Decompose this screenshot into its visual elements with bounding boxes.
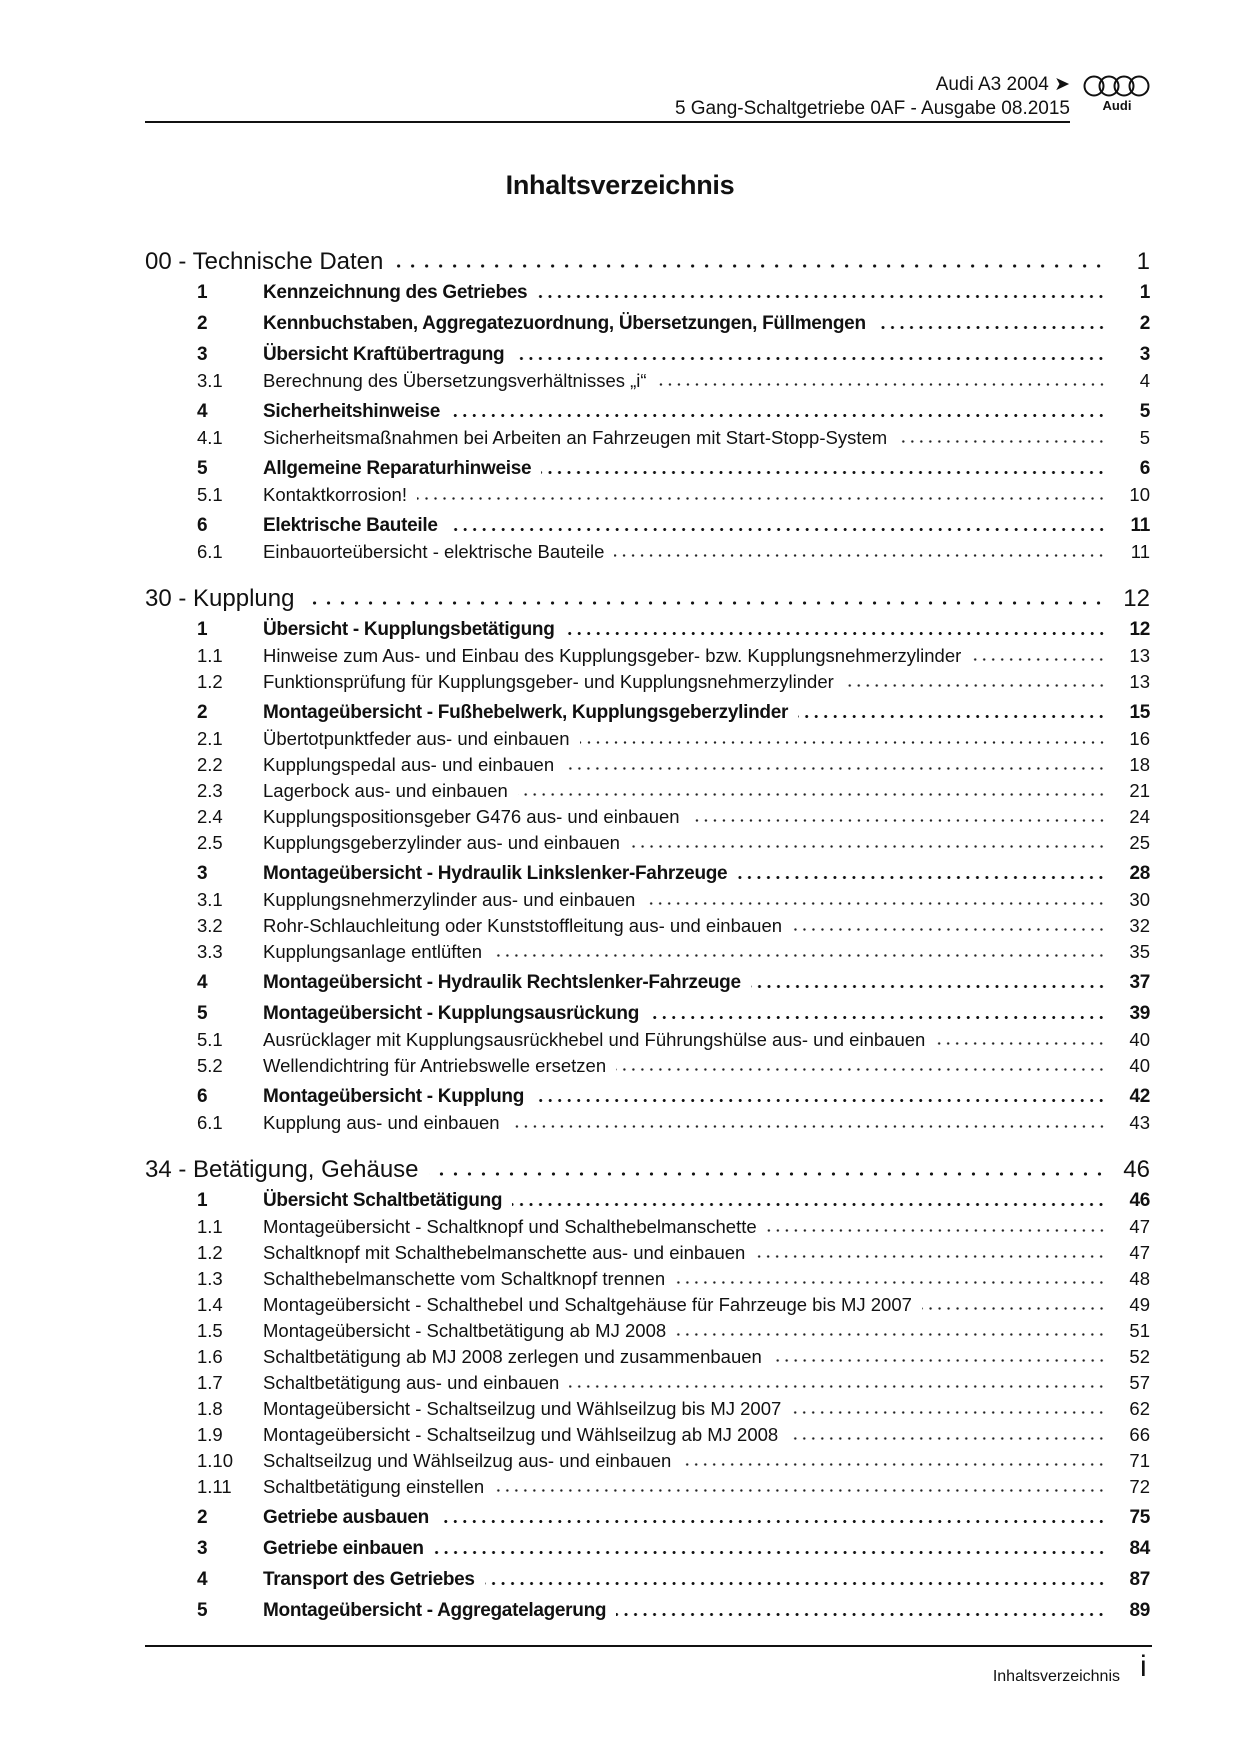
toc-entry-page: 46: [1129, 1190, 1150, 1211]
toc-entry-page: 71: [1129, 1450, 1150, 1471]
toc-entry[interactable]: [145, 802, 1150, 828]
leader-dots: [751, 983, 1106, 989]
toc-entry[interactable]: [145, 859, 1150, 885]
toc-entry-title: Montageübersicht - Schaltbetätigung ab MJ 2008: [263, 1320, 667, 1341]
toc-entry-page: 30: [1129, 889, 1150, 910]
toc-entry-title: Lagerbock aus- und einbauen: [263, 780, 508, 801]
toc-entry-page: 13: [1129, 645, 1150, 666]
toc-entry-page: 66: [1129, 1424, 1150, 1445]
leader-dots: [439, 1518, 1106, 1524]
toc-entry-page: 40: [1129, 1055, 1150, 1076]
toc-entry-page: 51: [1129, 1320, 1150, 1341]
toc-entry[interactable]: [145, 1290, 1150, 1316]
leader-dots: [792, 926, 1106, 932]
toc-entry[interactable]: [145, 1565, 1150, 1591]
toc-entry-title: Sicherheitsmaßnahmen bei Arbeiten an Fahrzeugen mit Start-Stopp-System: [263, 427, 888, 448]
toc-entry[interactable]: [145, 968, 1150, 994]
toc-entry-title: Rohr-Schlauchleitung oder Kunststoffleitung aus- und einbauen: [263, 915, 783, 936]
toc-entry-title: Montageübersicht - Aggregatelagerung: [263, 1600, 607, 1621]
leader-dots: [569, 1383, 1106, 1389]
toc-entry[interactable]: [145, 724, 1150, 750]
leader-dots: [448, 526, 1106, 532]
toc-entry-page: 1: [1136, 248, 1150, 275]
toc-entry-number: 1.3: [197, 1268, 223, 1289]
toc-entry-number: 2.4: [197, 806, 223, 827]
toc-entry-number: 1: [197, 1190, 208, 1211]
toc-entry[interactable]: [145, 937, 1150, 963]
toc-entry-title: Berechnung des Übersetzungsverhältnisses „i“: [263, 370, 647, 391]
toc-entry-title: Kennzeichnung des Getriebes: [263, 282, 528, 303]
toc-entry-title: Schaltbetätigung ab MJ 2008 zerlegen und zusammenbauen: [263, 1346, 762, 1367]
toc-entry-number: 3.1: [197, 889, 223, 910]
toc-entry-number: 6.1: [197, 541, 223, 562]
table-of-contents: [145, 242, 1150, 1622]
toc-entry[interactable]: [145, 309, 1150, 335]
leader-dots: [844, 682, 1106, 688]
leader-dots: [788, 1435, 1106, 1441]
leader-dots: [876, 324, 1106, 330]
toc-entry[interactable]: [145, 641, 1150, 667]
toc-chapter[interactable]: [145, 242, 1150, 276]
toc-entry-page: 57: [1129, 1372, 1150, 1393]
header-divider: [145, 121, 1070, 123]
toc-entry[interactable]: [145, 1472, 1150, 1498]
toc-entry-title: Kupplungsnehmerzylinder aus- und einbauen: [263, 889, 636, 910]
toc-entry-page: 25: [1129, 832, 1150, 853]
toc-entry-page: 5: [1139, 401, 1150, 422]
leader-dots: [897, 438, 1106, 444]
toc-entry-title: Schaltknopf mit Schalthebelmanschette aus- und einbauen: [263, 1242, 746, 1263]
footer-label: Inhaltsverzeichnis: [992, 1668, 1120, 1685]
toc-entry-page: 40: [1129, 1029, 1150, 1050]
toc-entry[interactable]: [145, 750, 1150, 776]
toc-entry[interactable]: [145, 885, 1150, 911]
toc-entry-page: 48: [1129, 1268, 1150, 1289]
toc-entry-number: 2: [197, 313, 208, 334]
toc-entry-page: 11: [1130, 541, 1150, 562]
toc-entry[interactable]: [145, 454, 1150, 480]
header-subtitle: 5 Gang-Schaltgetriebe 0AF - Ausgabe 08.2015: [674, 98, 1070, 119]
toc-entry-title: Kupplungsanlage entlüften: [263, 941, 483, 962]
toc-entry[interactable]: [145, 1446, 1150, 1472]
leader-dots: [657, 381, 1106, 387]
toc-entry-title: 34 - Betätigung, Gehäuse: [145, 1156, 419, 1183]
toc-entry-number: 3: [197, 1538, 208, 1559]
toc-entry-number: 3.1: [197, 370, 223, 391]
leader-dots: [537, 293, 1106, 299]
footer-divider: [145, 1645, 1152, 1647]
toc-entry-page: 39: [1129, 1003, 1150, 1024]
toc-entry-page: 16: [1129, 728, 1150, 749]
toc-entry-page: 89: [1129, 1600, 1150, 1621]
toc-entry-page: 46: [1123, 1156, 1150, 1183]
toc-entry-number: 5: [197, 1600, 208, 1621]
toc-entry-title: Übersicht - Kupplungsbetätigung: [263, 619, 555, 640]
toc-entry-number: 1.10: [197, 1450, 234, 1471]
toc-entry-title: 30 - Kupplung: [145, 585, 295, 612]
toc-entry-title: Kupplungspositionsgeber G476 aus- und einbauen: [263, 806, 680, 827]
toc-entry[interactable]: [145, 397, 1150, 423]
toc-entry[interactable]: [145, 615, 1150, 641]
toc-entry[interactable]: [145, 1503, 1150, 1529]
toc-entry[interactable]: [145, 340, 1150, 366]
leader-dots: [798, 713, 1106, 719]
leader-dots: [534, 1097, 1106, 1103]
toc-entry-number: 1.2: [197, 1242, 223, 1263]
toc-entry[interactable]: [145, 511, 1150, 537]
toc-entry[interactable]: [145, 1082, 1150, 1108]
toc-entry-title: Kontaktkorrosion!: [263, 484, 407, 505]
leader-dots: [935, 1040, 1106, 1046]
toc-entry-number: 6.1: [197, 1112, 223, 1133]
leader-dots: [616, 1066, 1106, 1072]
leader-dots: [565, 630, 1106, 636]
leader-dots: [564, 765, 1106, 771]
toc-entry-number: 1.5: [197, 1320, 223, 1341]
toc-entry-number: 2.5: [197, 832, 223, 853]
toc-entry-title: Kupplung aus- und einbauen: [263, 1112, 500, 1133]
leader-dots: [616, 1611, 1106, 1617]
leader-dots: [922, 1305, 1106, 1311]
audi-logo: [1082, 74, 1152, 114]
toc-chapter[interactable]: [145, 1150, 1150, 1184]
toc-entry-page: 37: [1129, 972, 1150, 993]
toc-entry[interactable]: [145, 537, 1150, 563]
toc-entry-title: Montageübersicht - Kupplung: [263, 1086, 525, 1107]
toc-entry-number: 5.1: [197, 484, 223, 505]
leader-dots: [675, 1279, 1106, 1285]
toc-entry-title: Kupplungspedal aus- und einbauen: [263, 754, 555, 775]
toc-entry-title: Übersicht Kraftübertragung: [263, 344, 505, 365]
toc-entry[interactable]: [145, 999, 1150, 1025]
toc-entry[interactable]: [145, 1108, 1150, 1134]
toc-entry[interactable]: [145, 366, 1150, 392]
toc-entry-number: 1.1: [197, 645, 223, 666]
toc-entry-number: 4: [197, 401, 208, 422]
toc-entry-title: Funktionsprüfung für Kupplungsgeber- und Kupplungsnehmerzylinder: [263, 671, 834, 692]
toc-entry-page: 13: [1129, 671, 1150, 692]
toc-entry-title: Schaltseilzug und Wählseilzug aus- und einbauen: [263, 1450, 672, 1471]
toc-entry[interactable]: [145, 1051, 1150, 1077]
toc-entry-page: 62: [1129, 1398, 1150, 1419]
toc-entry[interactable]: [145, 1534, 1150, 1560]
toc-entry-number: 3: [197, 863, 208, 884]
toc-entry-page: 42: [1129, 1086, 1150, 1107]
toc-entry-number: 6: [197, 1086, 208, 1107]
toc-entry-page: 5: [1139, 427, 1150, 448]
leader-dots: [393, 263, 1106, 269]
leader-dots: [434, 1549, 1106, 1555]
leader-dots: [518, 791, 1106, 797]
toc-entry[interactable]: [145, 1264, 1150, 1290]
toc-entry[interactable]: [145, 1368, 1150, 1394]
toc-entry[interactable]: [145, 278, 1150, 304]
toc-entry-number: 1.11: [197, 1476, 232, 1497]
leader-dots: [772, 1357, 1106, 1363]
toc-entry-page: 18: [1129, 754, 1150, 775]
header-model: Audi A3 2004 ➤: [935, 74, 1070, 95]
toc-entry[interactable]: [145, 1342, 1150, 1368]
toc-entry-page: 3: [1139, 344, 1150, 365]
toc-entry-page: 6: [1139, 458, 1150, 479]
toc-entry-title: Schaltbetätigung einstellen: [263, 1476, 485, 1497]
toc-entry-number: 3: [197, 344, 208, 365]
leader-dots: [755, 1253, 1106, 1259]
toc-entry[interactable]: [145, 1316, 1150, 1342]
leader-dots: [429, 1171, 1106, 1177]
toc-entry-title: Elektrische Bauteile: [263, 515, 438, 536]
toc-entry-title: Sicherheitshinweise: [263, 401, 440, 422]
toc-entry-title: Getriebe ausbauen: [263, 1507, 429, 1528]
leader-dots: [494, 1487, 1106, 1493]
leader-dots: [645, 900, 1106, 906]
toc-entry-title: 00 - Technische Daten: [145, 248, 384, 275]
leader-dots: [304, 600, 1106, 606]
toc-entry-page: 1: [1139, 282, 1150, 303]
toc-entry-page: 12: [1123, 585, 1150, 612]
toc-chapter[interactable]: [145, 579, 1150, 613]
toc-entry-title: Montageübersicht - Hydraulik Linkslenker-Fahrzeuge: [263, 863, 728, 884]
leader-dots: [767, 1227, 1106, 1233]
svg-text:Audi: Audi: [1102, 98, 1132, 113]
leader-dots: [676, 1331, 1106, 1337]
toc-entry-page: 15: [1129, 702, 1150, 723]
leader-dots: [791, 1409, 1106, 1415]
toc-entry-number: 1.6: [197, 1346, 223, 1367]
toc-entry-page: 87: [1129, 1569, 1150, 1590]
toc-entry-page: 52: [1129, 1346, 1150, 1367]
toc-entry-number: 2: [197, 1507, 208, 1528]
toc-entry-number: 1: [197, 619, 208, 640]
toc-entry-title: Montageübersicht - Schaltknopf und Schalthebelmanschette: [263, 1216, 757, 1237]
toc-entry-page: 35: [1129, 941, 1150, 962]
toc-entry[interactable]: [145, 828, 1150, 854]
toc-entry-page: 12: [1129, 619, 1150, 640]
toc-entry-title: Kennbuchstaben, Aggregatezuordnung, Übersetzungen, Füllmengen: [263, 313, 866, 334]
toc-entry-title: Montageübersicht - Schaltseilzug und Wählseilzug bis MJ 2007: [263, 1398, 782, 1419]
toc-entry-page: 2: [1139, 313, 1150, 334]
toc-entry-page: 43: [1129, 1112, 1150, 1133]
toc-entry-title: Montageübersicht - Fußhebelwerk, Kupplungsgeberzylinder: [263, 702, 789, 723]
toc-entry[interactable]: [145, 1596, 1150, 1622]
toc-entry-number: 2.2: [197, 754, 223, 775]
toc-entry-number: 4: [197, 1569, 208, 1590]
toc-entry-page: 24: [1129, 806, 1150, 827]
toc-entry-number: 1.8: [197, 1398, 223, 1419]
toc-entry-title: Hinweise zum Aus- und Einbau des Kupplungsgeber- bzw. Kupplungsnehmerzylinder: [263, 645, 962, 666]
toc-entry-number: 5.1: [197, 1029, 223, 1050]
page-title: Inhaltsverzeichnis: [505, 170, 735, 200]
toc-entry[interactable]: [145, 1238, 1150, 1264]
toc-entry-number: 2.1: [197, 728, 223, 749]
toc-entry-number: 2: [197, 702, 208, 723]
toc-entry-number: 3.2: [197, 915, 223, 936]
toc-entry-title: Montageübersicht - Hydraulik Rechtslenker-Fahrzeuge: [263, 972, 741, 993]
toc-entry-title: Montageübersicht - Kupplungsausrückung: [263, 1003, 640, 1024]
toc-entry-number: 2.3: [197, 780, 223, 801]
toc-entry[interactable]: [145, 911, 1150, 937]
leader-dots: [971, 656, 1106, 662]
leader-dots: [737, 874, 1106, 880]
toc-entry-title: Getriebe einbauen: [263, 1538, 424, 1559]
toc-entry-page: 28: [1129, 863, 1150, 884]
leader-dots: [512, 1201, 1106, 1207]
toc-entry[interactable]: [145, 423, 1150, 449]
toc-entry-title: Schalthebelmanschette vom Schaltknopf trennen: [263, 1268, 666, 1289]
toc-entry-number: 1.1: [197, 1216, 223, 1237]
leader-dots: [681, 1461, 1106, 1467]
toc-entry-title: Wellendichtring für Antriebswelle ersetzen: [263, 1055, 607, 1076]
leader-dots: [630, 843, 1106, 849]
leader-dots: [492, 952, 1106, 958]
toc-entry[interactable]: [145, 1212, 1150, 1238]
toc-entry[interactable]: [145, 1186, 1150, 1212]
toc-entry[interactable]: [145, 667, 1150, 693]
toc-entry-number: 1.9: [197, 1424, 223, 1445]
toc-entry-page: 47: [1129, 1242, 1150, 1263]
leader-dots: [580, 739, 1107, 745]
toc-entry-title: Kupplungsgeberzylinder aus- und einbauen: [263, 832, 620, 853]
toc-entry-title: Montageübersicht - Schalthebel und Schaltgehäuse für Fahrzeuge bis MJ 2007: [263, 1294, 912, 1315]
toc-entry-title: Transport des Getriebes: [263, 1569, 475, 1590]
toc-entry-page: 49: [1129, 1294, 1150, 1315]
toc-entry-page: 4: [1139, 370, 1150, 391]
leader-dots: [614, 552, 1106, 558]
toc-entry-number: 1.2: [197, 671, 223, 692]
toc-entry-page: 75: [1129, 1507, 1150, 1528]
toc-entry-page: 84: [1129, 1538, 1150, 1559]
footer-page-number: i: [1140, 1650, 1147, 1683]
toc-entry-page: 11: [1130, 515, 1150, 536]
toc-entry-title: Schaltbetätigung aus- und einbauen: [263, 1372, 560, 1393]
leader-dots: [510, 1123, 1106, 1129]
toc-entry[interactable]: [145, 698, 1150, 724]
toc-entry-page: 10: [1129, 484, 1150, 505]
toc-entry-title: Ausrücklager mit Kupplungsausrückhebel und Führungshülse aus- und einbauen: [263, 1029, 926, 1050]
toc-entry[interactable]: [145, 1025, 1150, 1051]
toc-entry-title: Montageübersicht - Schaltseilzug und Wählseilzug ab MJ 2008: [263, 1424, 779, 1445]
leader-dots: [649, 1014, 1106, 1020]
leader-dots: [541, 469, 1106, 475]
leader-dots: [450, 412, 1106, 418]
toc-entry-page: 32: [1129, 915, 1150, 936]
leader-dots: [417, 495, 1106, 501]
toc-entry-number: 3.3: [197, 941, 223, 962]
leader-dots: [485, 1580, 1106, 1586]
toc-entry-title: Allgemeine Reparaturhinweise: [263, 458, 532, 479]
toc-entry-number: 5: [197, 1003, 208, 1024]
toc-entry-page: 47: [1129, 1216, 1150, 1237]
toc-entry[interactable]: [145, 1420, 1150, 1446]
toc-entry-number: 6: [197, 515, 208, 536]
toc-entry[interactable]: [145, 1394, 1150, 1420]
toc-entry-number: 4: [197, 972, 208, 993]
toc-entry-number: 4.1: [197, 427, 223, 448]
toc-entry-page: 21: [1129, 780, 1150, 801]
toc-entry-title: Übertotpunktfeder aus- und einbauen: [263, 728, 570, 749]
toc-entry[interactable]: [145, 480, 1150, 506]
leader-dots: [690, 817, 1106, 823]
toc-entry-number: 5: [197, 458, 208, 479]
toc-entry[interactable]: [145, 776, 1150, 802]
toc-entry-number: 1.7: [197, 1372, 223, 1393]
toc-entry-title: Übersicht Schaltbetätigung: [263, 1190, 503, 1211]
leader-dots: [514, 355, 1106, 361]
toc-entry-page: 72: [1129, 1476, 1150, 1497]
toc-entry-number: 5.2: [197, 1055, 223, 1076]
toc-entry-number: 1.4: [197, 1294, 223, 1315]
toc-entry-number: 1: [197, 282, 208, 303]
toc-entry-title: Einbauorteübersicht - elektrische Bauteile: [263, 541, 605, 562]
